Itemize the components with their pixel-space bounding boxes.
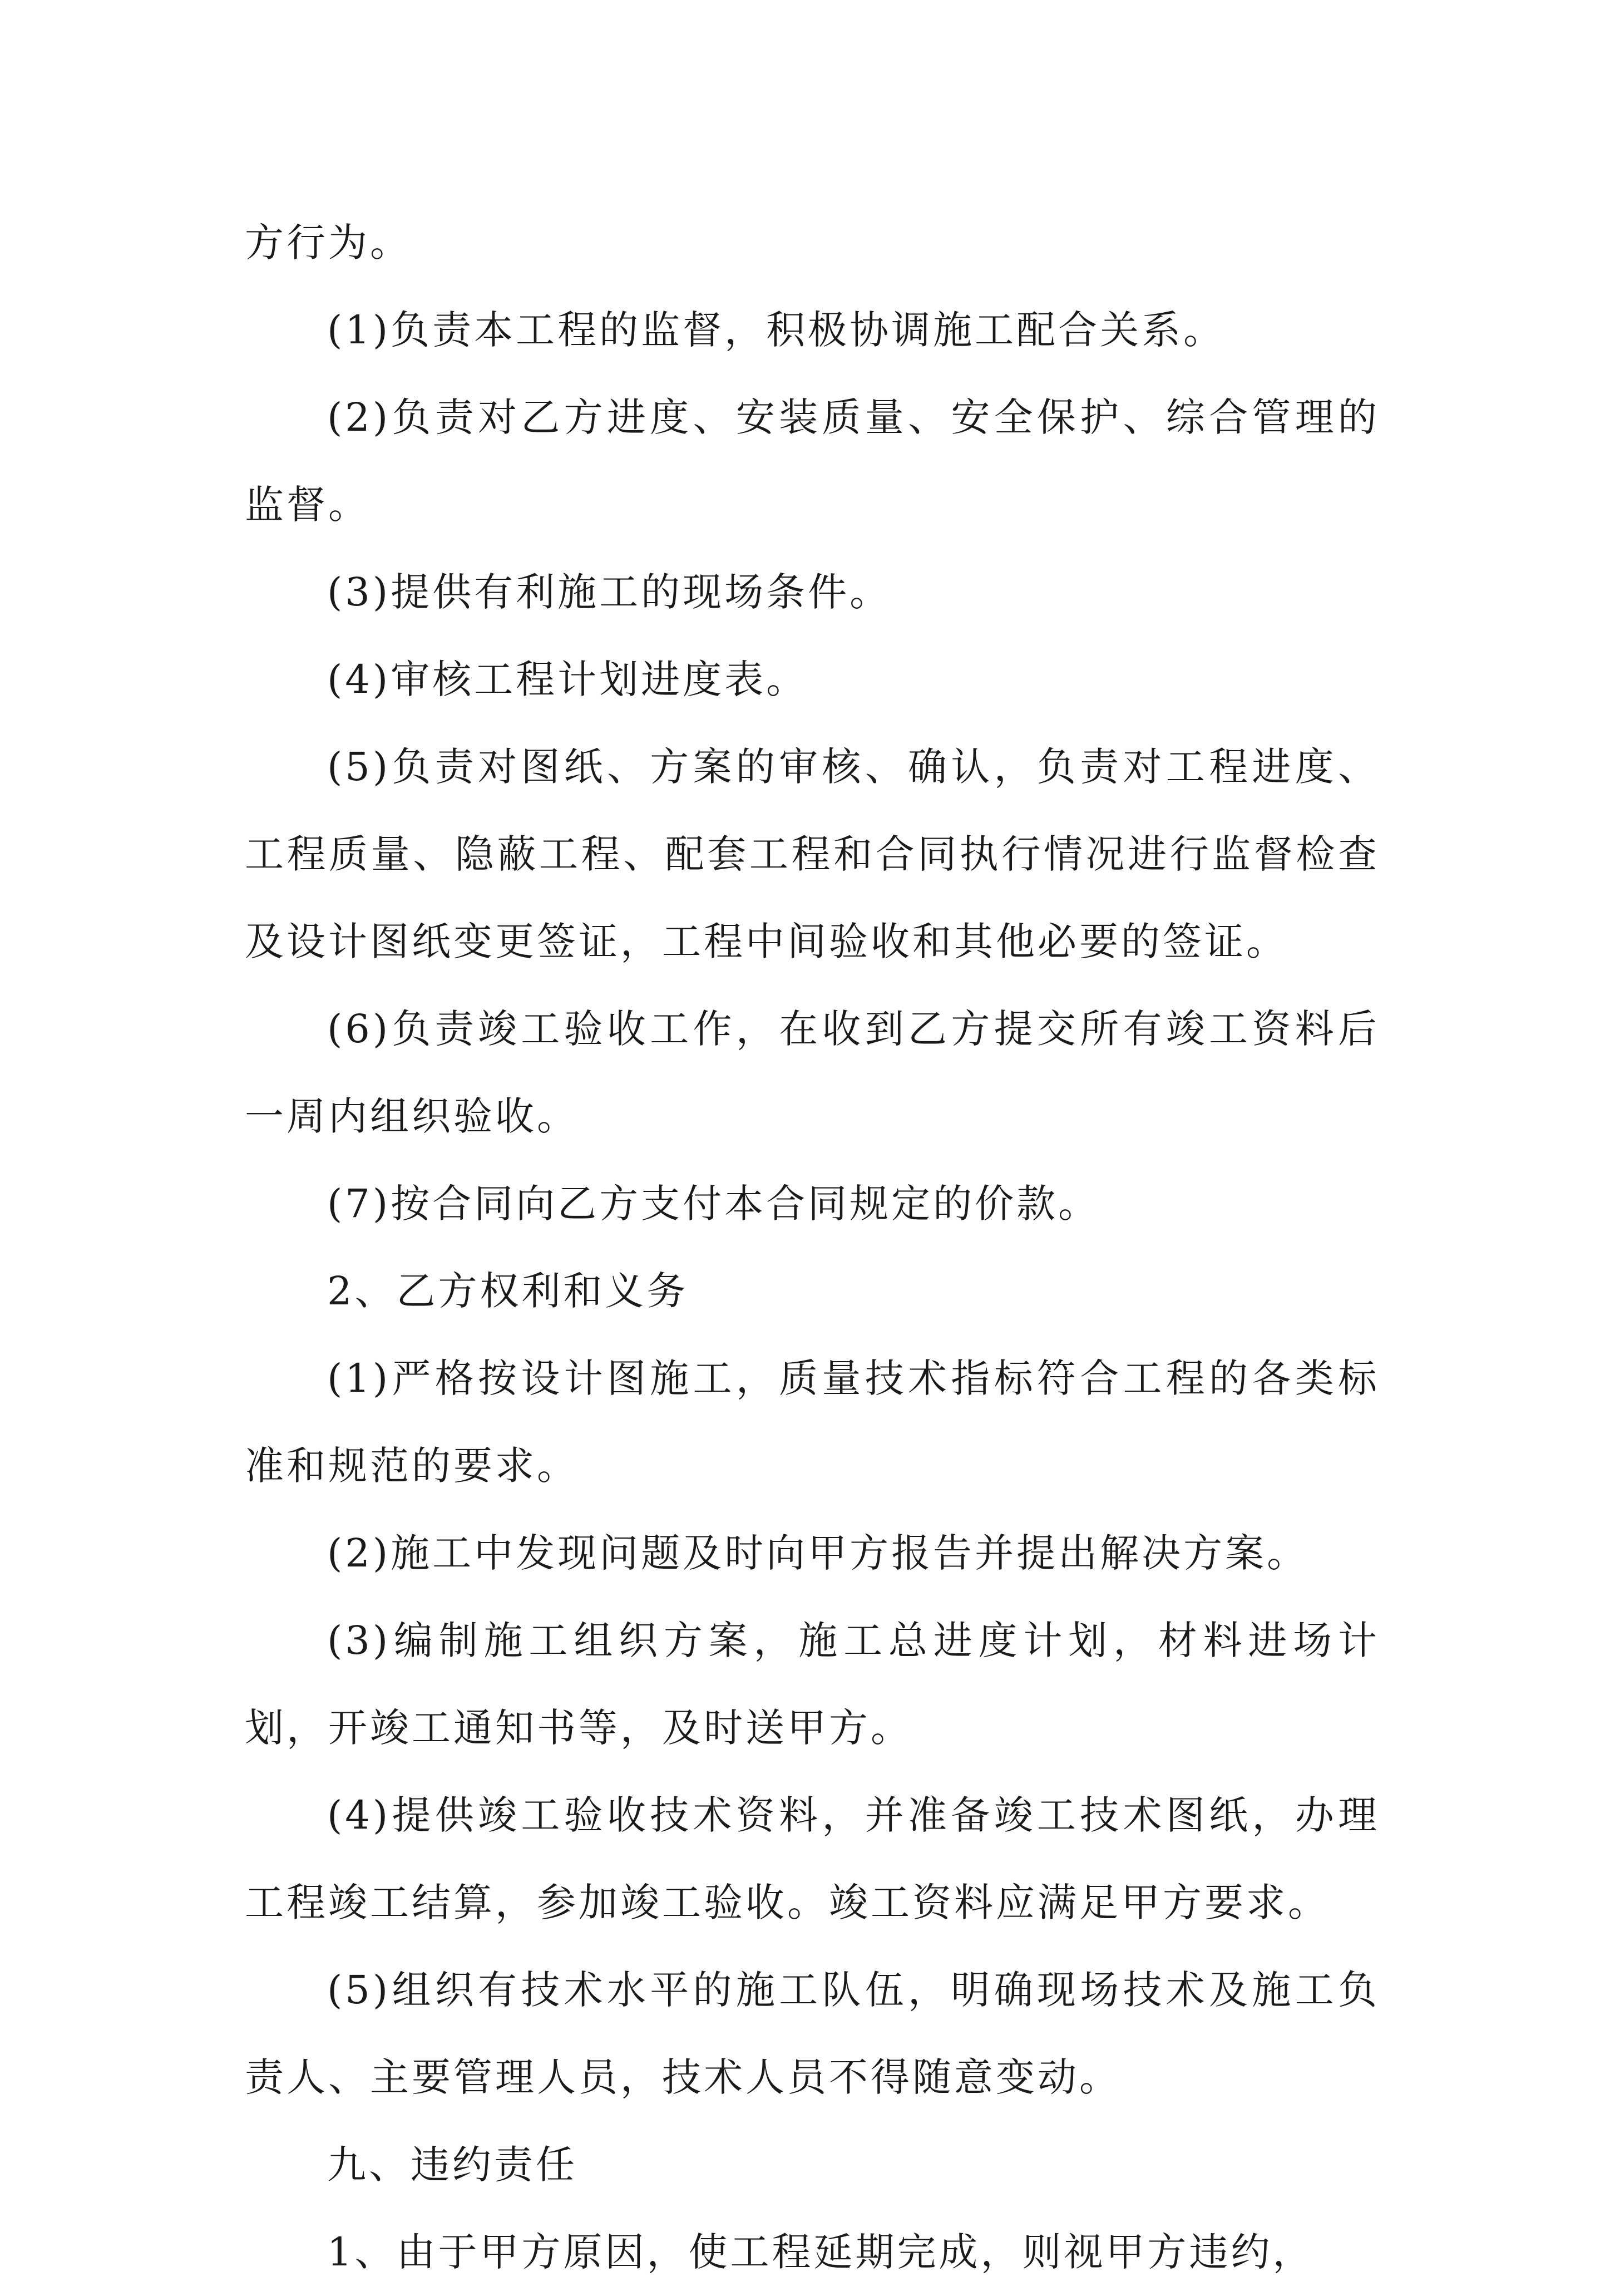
paragraph-b-item-3: (3)编制施工组织方案，施工总进度计划，材料进场计划，开竣工通知书等，及时送甲方。 (245, 1618, 1380, 1751)
paragraph-item-3: (3)提供有利施工的现场条件。 (327, 569, 892, 615)
paragraph-b-item-2: (2)施工中发现问题及时向甲方报告并提出解决方案。 (327, 1530, 1309, 1576)
paragraph-item-5: (5)负责对图纸、方案的审核、确认，负责对工程进度、工程质量、隐蔽工程、配套工程和合同执行情况进行监督检查及设计图纸变更签证，工程中间验收和其他必要的签证。 (245, 744, 1380, 964)
paragraph-b-item-4: (4)提供竣工验收技术资料，并准备竣工技术图纸，办理工程竣工结算，参加竣工验收。竣工资料应满足甲方要求。 (245, 1792, 1380, 1925)
paragraph-item-7: (7)按合同向乙方支付本合同规定的价款。 (327, 1181, 1100, 1226)
document-body (245, 199, 1380, 2296)
paragraph-liability-1: 1、由于甲方原因，使工程延期完成，则视甲方违约， (327, 2229, 1315, 2275)
paragraph-b-item-1: (1)严格按设计图施工，质量技术指标符合工程的各类标准和规范的要求。 (245, 1356, 1380, 1489)
section-heading-liability: 九、违约责任 (327, 2142, 577, 2187)
paragraph-item-6: (6)负责竣工验收工作，在收到乙方提交所有竣工资料后一周内组织验收。 (245, 1006, 1380, 1139)
paragraph-item-4: (4)审核工程计划进度表。 (327, 657, 808, 702)
paragraph-item-2: (2)负责对乙方进度、安装质量、安全保护、综合管理的监督。 (245, 395, 1380, 528)
paragraph-b-item-5: (5)组织有技术水平的施工队伍，明确现场技术及施工负责人、主要管理人员，技术人员不得随意变动。 (245, 1967, 1380, 2100)
paragraph-continuation: 方行为。 (245, 220, 412, 265)
section-heading-party-b: 2、乙方权利和义务 (327, 1268, 689, 1314)
paragraph-item-1: (1)负责本工程的监督，积极协调施工配合关系。 (327, 307, 1226, 353)
